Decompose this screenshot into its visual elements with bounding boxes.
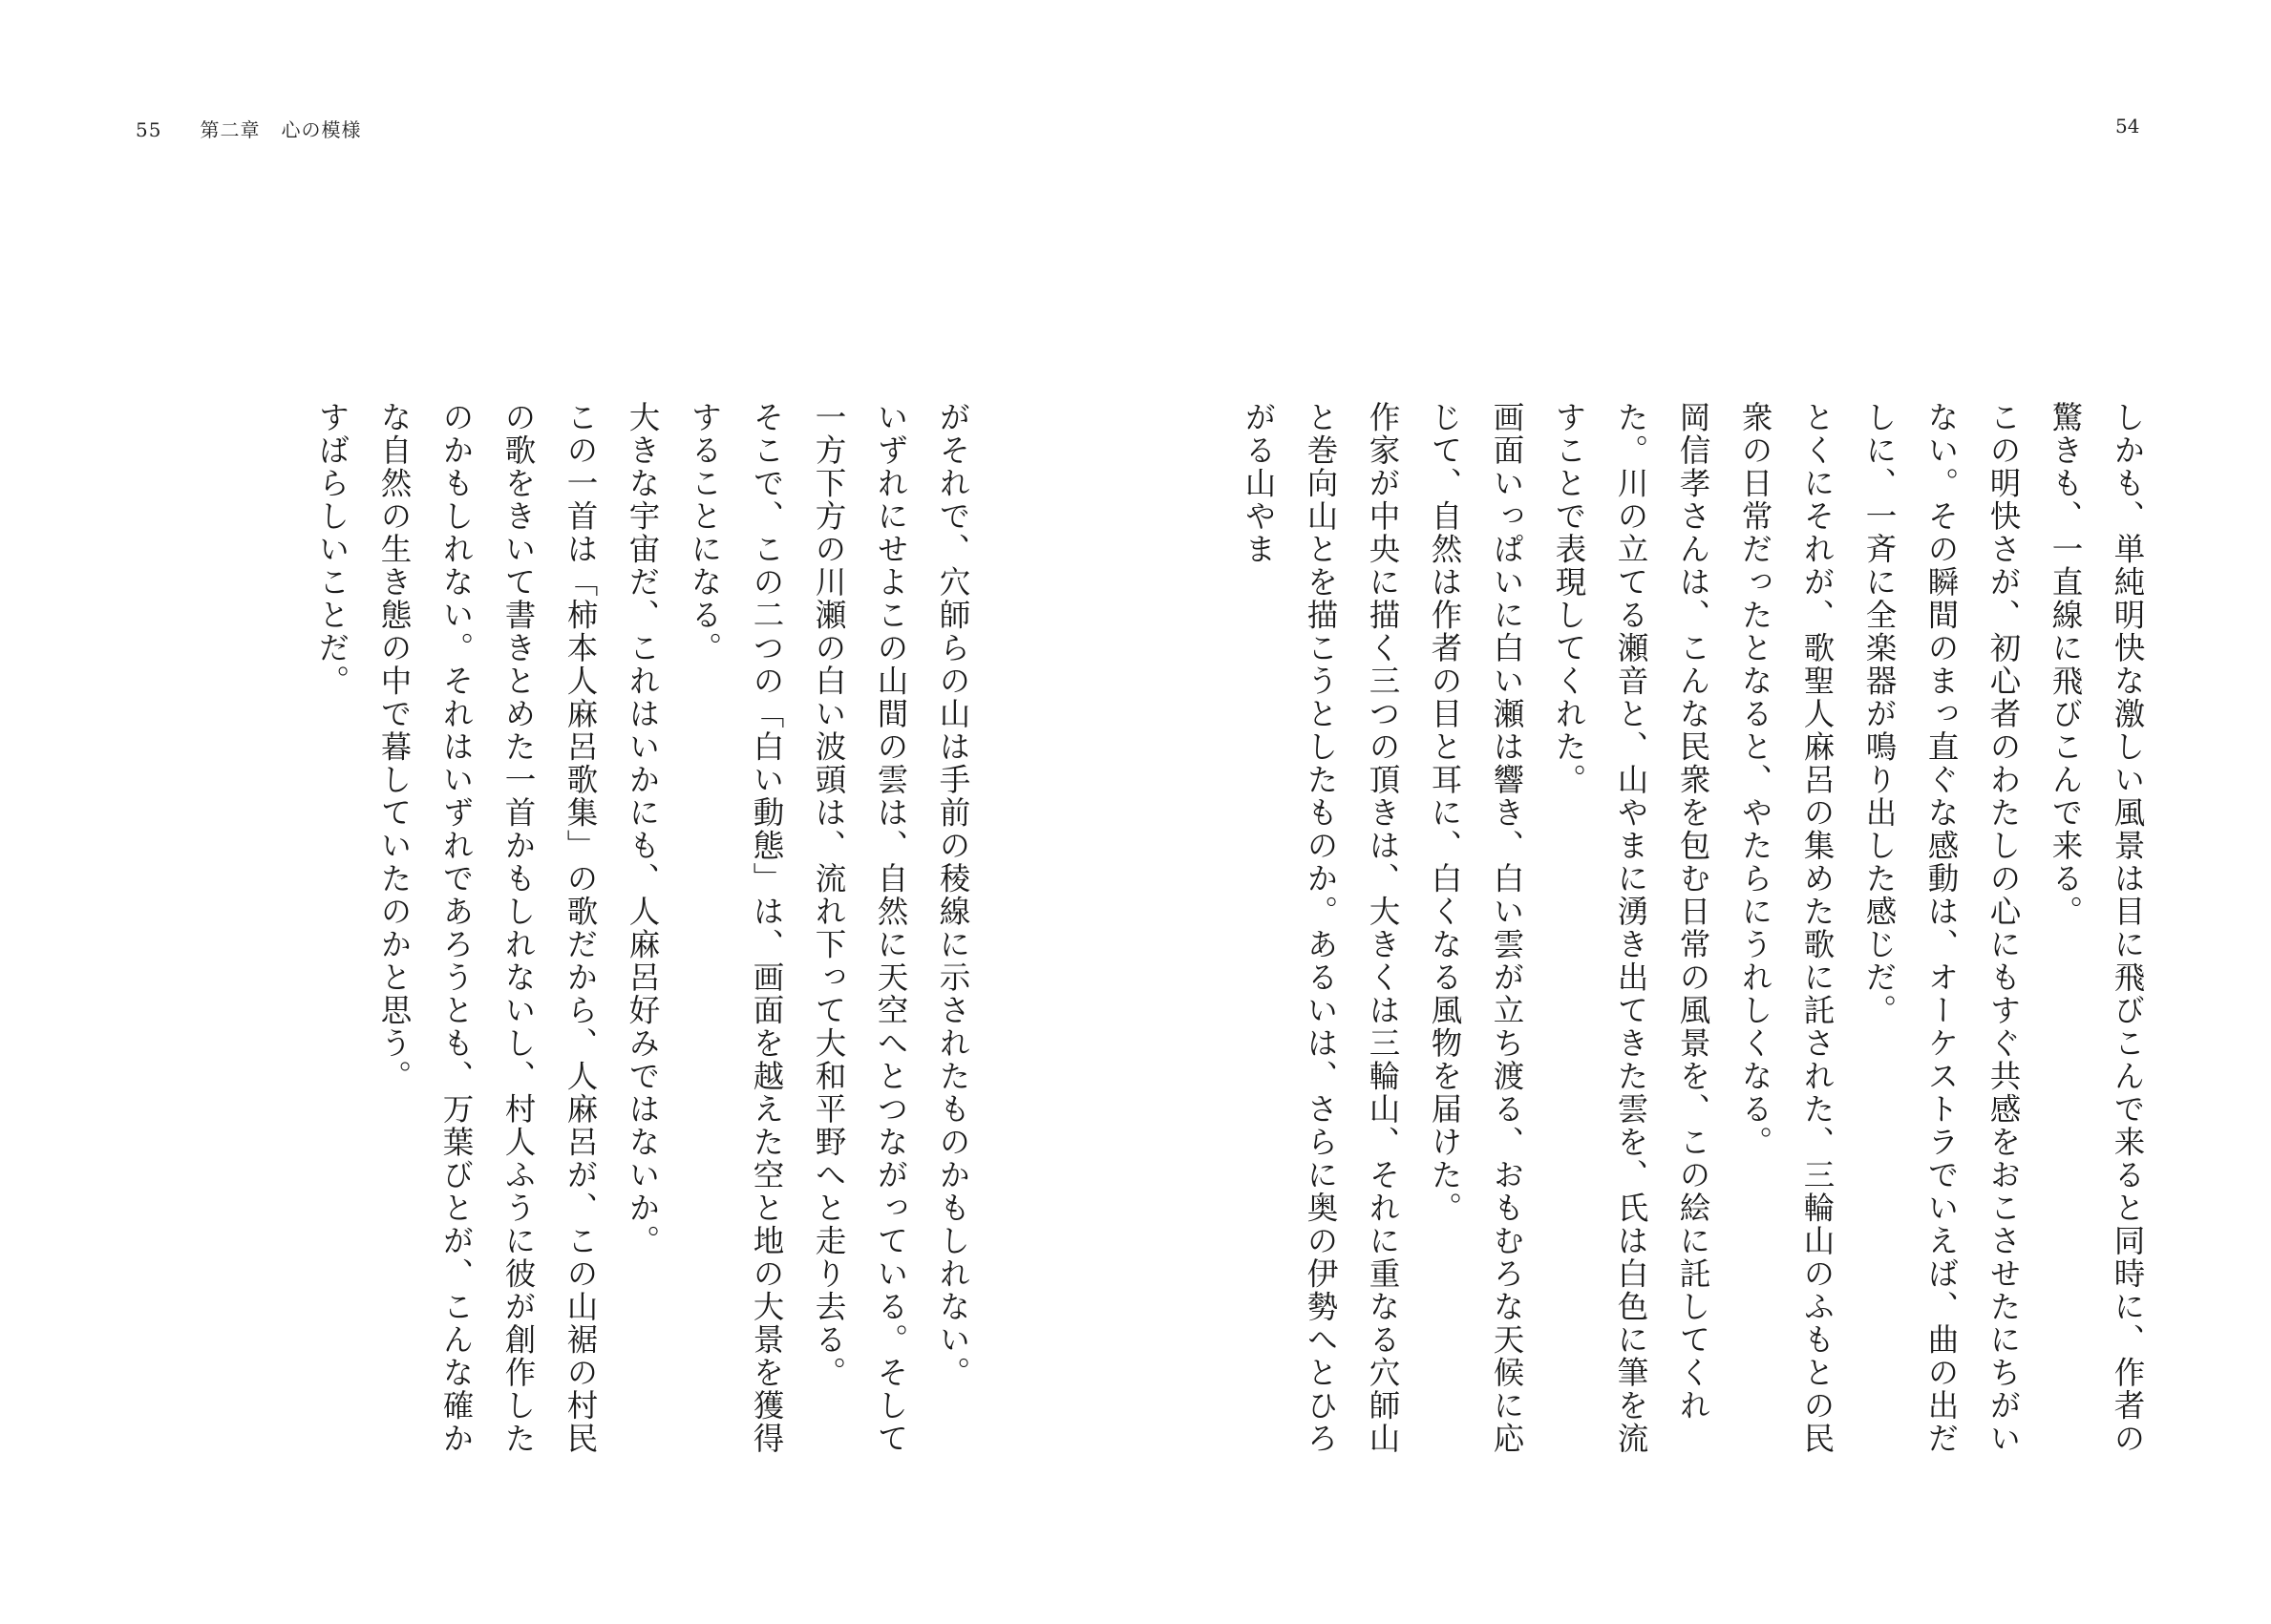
paragraph: 作家が中央に描く三つの頂きは、大きくは三輪山、それに重なる穴師山と巻向山とを描こうとしたものか。あるいは、さらに奥の伊勢へとひろがる山やま bbox=[1241, 401, 1401, 1455]
paragraph: 岡信孝さんは、こんな民衆を包む日常の風景を、この絵に託してくれた。川の立てる瀬音と、山やまに湧き出てきた雲を、氏は白色に筆を流すことで表現してくれた。 bbox=[1551, 401, 1711, 1455]
paragraph: 画面いっぱいに白い瀬は響き、白い雲が立ち渡る、おもむろな天候に応じて、自然は作者の目と耳に、白くなる風物を届けた。 bbox=[1427, 401, 1525, 1455]
right-page-body bbox=[1241, 401, 2158, 1461]
left-page-body bbox=[315, 401, 984, 1461]
paragraph: とくにそれが、歌聖人麻呂の集めた歌に託された、三輪山のふもとの民衆の日常だったとなると、やたらにうれしくなる。 bbox=[1737, 401, 1836, 1455]
running-head bbox=[136, 115, 361, 142]
left-page bbox=[315, 401, 984, 1461]
left-page-number: 55 bbox=[136, 118, 162, 141]
chapter-title: 心の模様 bbox=[281, 118, 362, 141]
right-page-number: 54 bbox=[2115, 115, 2140, 137]
chapter-heading bbox=[200, 115, 361, 142]
chapter-label: 第二章 bbox=[200, 118, 261, 141]
paragraph: この一首は「柿本人麻呂歌集」の歌だから、人麻呂が、この山裾の村民の歌をきいて書きとめた一首かもしれないし、村人ふうに彼が創作したのかもしれない。それはいずれであろうとも、万葉びとが、こんな確かな自然の生き態の中で暮していたのかと思う。 bbox=[376, 401, 599, 1455]
paragraph: いずれにせよこの山間の雲は、自然に天空へとつながっている。そして一方下方の川瀬の白い波頭は、流れ下って大和平野へと走り去る。 bbox=[811, 401, 909, 1455]
paragraph: この明快さが、初心者のわたしの心にもすぐ共感をおこさせたにちがいない。その瞬間のまっ直ぐな感動は、オーケストラでいえば、曲の出だしに、一斉に全楽器が鳴り出した感じだ。 bbox=[1861, 401, 2022, 1455]
right-page bbox=[1241, 401, 2158, 1461]
paragraph: しかも、単純明快な激しい風景は目に飛びこんで来ると同時に、作者の驚きも、一直線に飛びこんで来る。 bbox=[2048, 401, 2146, 1455]
paragraph: すばらしいことだ。 bbox=[314, 401, 350, 698]
paragraph: そこで、この二つの「白い動態」は、画面を越えた空と地の大景を獲得することになる。 bbox=[687, 401, 785, 1455]
paragraph: 大きな宇宙だ、これはいかにも、人麻呂好みではないか。 bbox=[625, 401, 661, 1257]
paragraph: がそれで、穴師らの山は手前の稜線に示されたものかもしれない。 bbox=[935, 401, 971, 1389]
